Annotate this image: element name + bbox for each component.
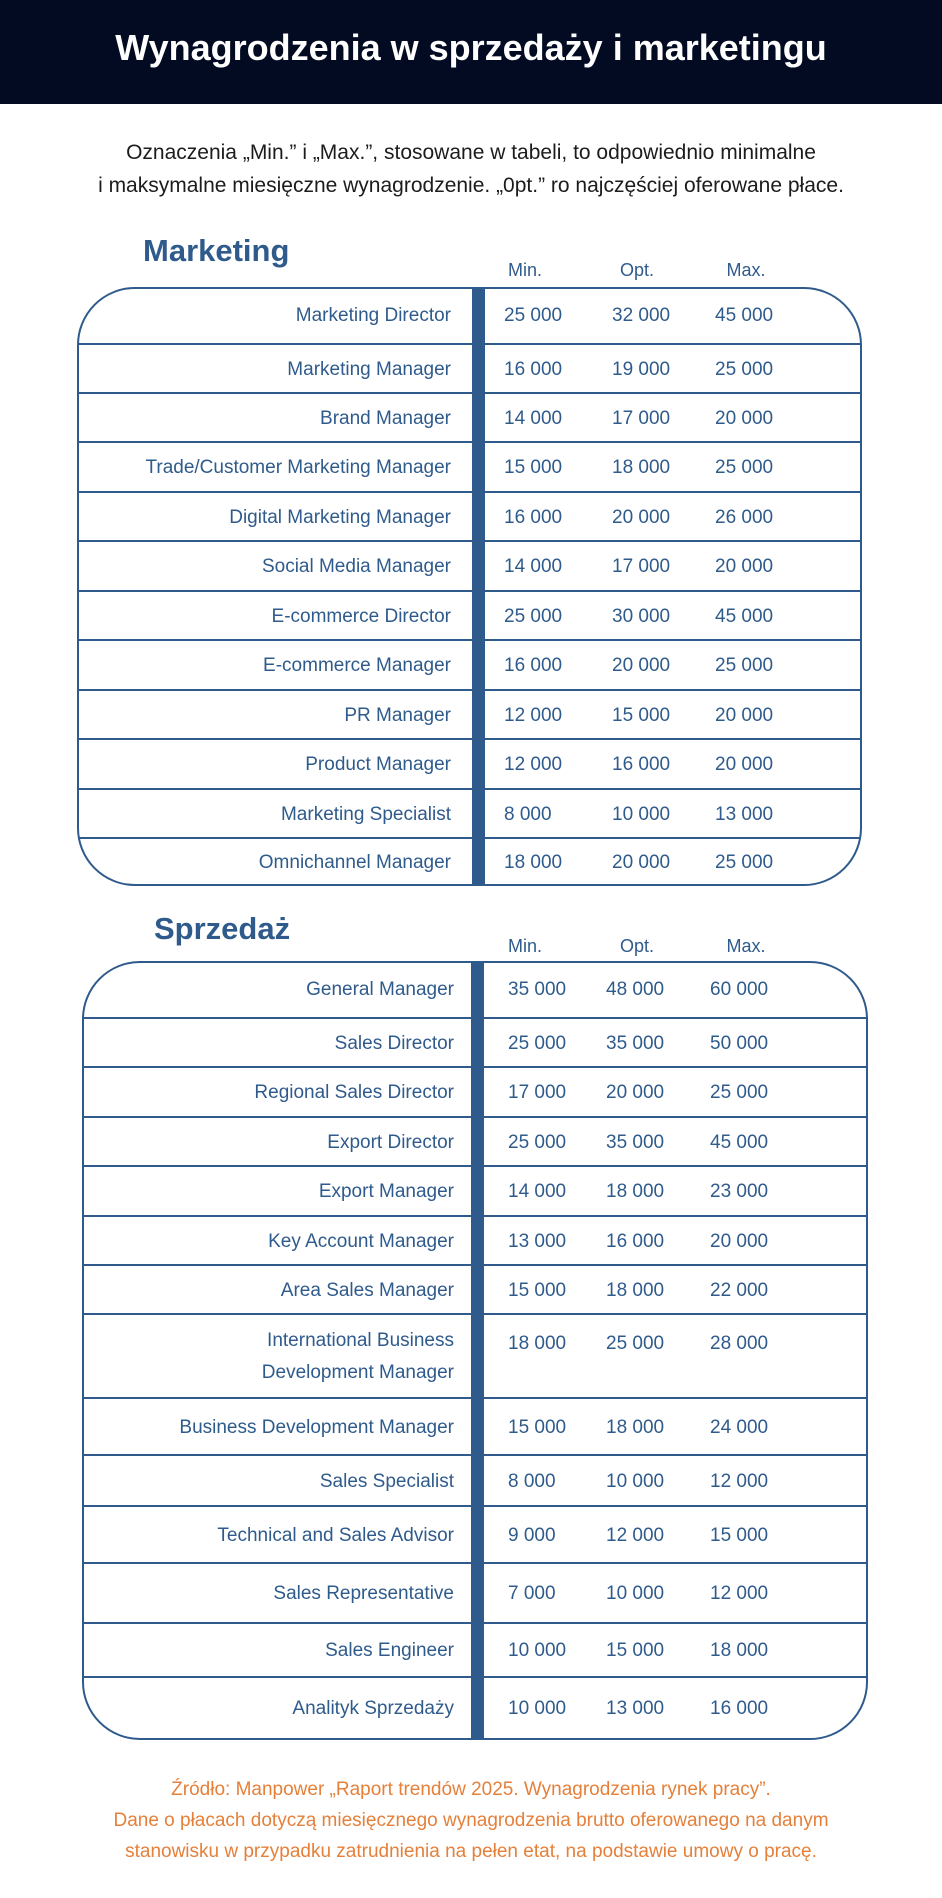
job-title: Marketing Director: [295, 305, 451, 326]
marketing-table-row: [79, 491, 860, 542]
marketing-table-row: [79, 837, 860, 886]
job-title: International Business Development Manager: [261, 1330, 454, 1383]
job-title: Technical and Sales Advisor: [217, 1524, 454, 1546]
salary-max: 15 000: [710, 1524, 769, 1546]
salary-max: 25 000: [715, 358, 774, 380]
job-title: General Manager: [306, 979, 454, 1000]
job-title: Export Director: [327, 1131, 454, 1153]
marketing-table-row: [79, 738, 860, 790]
salary-max: 22 000: [710, 1279, 769, 1301]
page-header: [0, 0, 942, 104]
salary-opt: 19 000: [612, 358, 671, 380]
sales-table-row: [84, 1562, 866, 1624]
salary-max: 18 000: [710, 1640, 769, 1661]
salary-opt: 13 000: [606, 1698, 665, 1719]
marketing-table-row: [79, 392, 860, 443]
job-title: Marketing Manager: [287, 358, 451, 380]
salary-min: 14 000: [508, 1181, 567, 1202]
job-title: Key Account Manager: [268, 1230, 454, 1252]
job-title: Omnichannel Manager: [258, 851, 451, 873]
salary-opt: 15 000: [606, 1640, 665, 1661]
sales-table-row: [84, 1313, 866, 1399]
intro-line-1: Oznaczenia „Min.” i „Max.”, stosowane w tabeli, to odpowiednio minimalne: [126, 141, 816, 164]
marketing-table-row: [79, 590, 860, 641]
marketing-col-min: Min.: [507, 260, 542, 280]
salary-min: 10 000: [508, 1640, 567, 1661]
salary-opt: 20 000: [612, 655, 671, 676]
salary-max: 25 000: [715, 655, 774, 676]
salary-max: 45 000: [715, 605, 774, 627]
footnote-line-2: Dane o płacach dotyczą miesięcznego wynagrodzenia brutto oferowanego na danym: [113, 1810, 829, 1831]
job-title: Business Development Manager: [179, 1416, 454, 1438]
salary-max: 13 000: [715, 803, 774, 825]
salary-opt: 16 000: [612, 754, 671, 775]
salary-min: 15 000: [508, 1416, 567, 1438]
sales-table-row: [84, 1454, 866, 1507]
salary-min: 15 000: [504, 457, 563, 478]
salary-max: 12 000: [710, 1470, 769, 1492]
salary-min: 18 000: [504, 851, 563, 873]
marketing-section-title: Marketing: [143, 233, 290, 268]
job-title: Trade/Customer Marketing Manager: [145, 457, 451, 478]
salary-min: 14 000: [504, 407, 563, 429]
salary-max: 25 000: [715, 457, 774, 478]
source-footnote: [0, 1774, 942, 1867]
salary-max: 12 000: [710, 1583, 769, 1604]
salary-opt: 17 000: [612, 407, 671, 429]
salary-max: 26 000: [715, 506, 774, 528]
salary-min: 25 000: [508, 1131, 567, 1153]
salary-opt: 20 000: [606, 1082, 665, 1103]
sales-table-row: [84, 1066, 866, 1118]
salary-max: 20 000: [715, 407, 774, 429]
job-title: Social Media Manager: [261, 556, 451, 577]
salary-opt: 10 000: [606, 1583, 665, 1604]
salary-max: 45 000: [715, 305, 774, 326]
job-title: Brand Manager: [320, 407, 451, 429]
salary-min: 16 000: [504, 655, 563, 676]
marketing-table-row: [79, 289, 860, 343]
intro-line-2: i maksymalne miesięczne wynagrodzenie. „0pt.” ro najczęściej oferowane płace.: [98, 174, 844, 197]
salary-opt: 18 000: [606, 1416, 665, 1438]
sales-col-max: Max.: [726, 936, 766, 956]
salary-min: 12 000: [504, 754, 563, 775]
salary-max: 20 000: [715, 754, 774, 775]
salary-opt: 18 000: [606, 1279, 665, 1301]
salary-max: 23 000: [710, 1181, 769, 1202]
salary-max: 50 000: [710, 1032, 769, 1054]
salary-opt: 10 000: [606, 1470, 665, 1492]
sales-column-headers: [0, 936, 942, 960]
job-title: Export Manager: [318, 1181, 454, 1202]
salary-opt: 16 000: [606, 1230, 665, 1252]
salary-min: 25 000: [508, 1032, 567, 1054]
salary-max: 25 000: [715, 851, 774, 873]
sales-table-row: [84, 1116, 866, 1167]
salary-opt: 35 000: [606, 1131, 665, 1153]
footnote-line-1: Źródło: Manpower „Raport trendów 2025. Wynagrodzenia rynek pracy”.: [171, 1779, 771, 1800]
sales-table-row: [84, 1505, 866, 1564]
salary-min: 25 000: [504, 605, 563, 627]
salary-opt: 48 000: [606, 979, 665, 1000]
marketing-table-row: [79, 788, 860, 839]
salary-opt: 32 000: [612, 305, 671, 326]
marketing-table-row: [79, 639, 860, 691]
marketing-table: [77, 287, 862, 886]
marketing-table-row: [79, 689, 860, 740]
page-title: Wynagrodzenia w sprzedaży i marketingu: [115, 27, 827, 68]
salary-min: 14 000: [504, 556, 563, 577]
marketing-col-opt: Opt.: [619, 260, 654, 280]
salary-opt: 20 000: [612, 851, 671, 873]
salary-max: 20 000: [715, 704, 774, 726]
marketing-table-row: [79, 441, 860, 493]
salary-max: 16 000: [710, 1698, 769, 1719]
job-title: Analityk Sprzedaży: [292, 1698, 454, 1719]
sales-col-opt: Opt.: [619, 936, 654, 956]
salary-min: 8 000: [504, 803, 552, 825]
salary-min: 17 000: [508, 1082, 567, 1103]
marketing-table-row: [79, 343, 860, 394]
salary-max: 20 000: [710, 1230, 769, 1252]
salary-max: 20 000: [715, 556, 774, 577]
salary-min: 16 000: [504, 358, 563, 380]
job-title: Digital Marketing Manager: [229, 506, 451, 528]
salary-opt: 15 000: [612, 704, 671, 726]
salary-min: 16 000: [504, 506, 563, 528]
sales-table-row: [84, 1017, 866, 1068]
sales-table-row: [84, 1264, 866, 1315]
sales-table: [82, 961, 868, 1740]
job-title: Sales Director: [334, 1032, 454, 1054]
salary-max: 60 000: [710, 979, 769, 1000]
salary-min: 8 000: [508, 1470, 556, 1492]
footnote-line-3: stanowisku w przypadku zatrudnienia na pełen etat, na podstawie umowy o pracę.: [125, 1841, 817, 1862]
salary-opt: 10 000: [612, 803, 671, 825]
salary-opt: 12 000: [606, 1524, 665, 1546]
salary-max: 45 000: [710, 1131, 769, 1153]
sales-table-row: [84, 1165, 866, 1217]
job-title: Product Manager: [305, 754, 451, 775]
sales-col-min: Min.: [507, 936, 542, 956]
salary-min: 25 000: [504, 305, 563, 326]
salary-min: 7 000: [508, 1583, 556, 1604]
job-title: Sales Engineer: [325, 1640, 454, 1661]
sales-table-row: [84, 963, 866, 1017]
sales-table-row: [84, 1622, 866, 1678]
salary-min: 13 000: [508, 1230, 567, 1252]
intro-text: [0, 136, 942, 202]
job-title: PR Manager: [344, 704, 451, 726]
salary-min: 15 000: [508, 1279, 567, 1301]
sales-table-row: [84, 1676, 866, 1740]
salary-opt: 18 000: [606, 1181, 665, 1202]
salary-min: 9 000: [508, 1524, 556, 1546]
salary-max: 24 000: [710, 1416, 769, 1438]
job-title: Regional Sales Director: [254, 1082, 454, 1103]
salary-max: 28 000: [710, 1333, 769, 1354]
salary-min: 10 000: [508, 1698, 567, 1719]
salary-opt: 17 000: [612, 556, 671, 577]
job-title: Sales Specialist: [319, 1470, 454, 1492]
job-title: Area Sales Manager: [280, 1279, 454, 1301]
salary-min: 35 000: [508, 979, 567, 1000]
job-title: E-commerce Director: [271, 605, 451, 627]
salary-min: 12 000: [504, 704, 563, 726]
salary-opt: 25 000: [606, 1333, 665, 1354]
sales-section-title: Sprzedaż: [154, 911, 291, 946]
salary-opt: 18 000: [612, 457, 671, 478]
job-title: Sales Representative: [273, 1583, 454, 1604]
sales-table-row: [84, 1397, 866, 1456]
salary-max: 25 000: [710, 1082, 769, 1103]
salary-opt: 35 000: [606, 1032, 665, 1054]
marketing-column-headers: [0, 260, 942, 284]
salary-min: 18 000: [508, 1333, 567, 1354]
job-title: E-commerce Manager: [263, 655, 451, 676]
marketing-col-max: Max.: [726, 260, 766, 280]
sales-table-row: [84, 1215, 866, 1266]
salary-opt: 20 000: [612, 506, 671, 528]
job-title: Marketing Specialist: [280, 803, 451, 825]
marketing-table-row: [79, 540, 860, 592]
salary-opt: 30 000: [612, 605, 671, 627]
